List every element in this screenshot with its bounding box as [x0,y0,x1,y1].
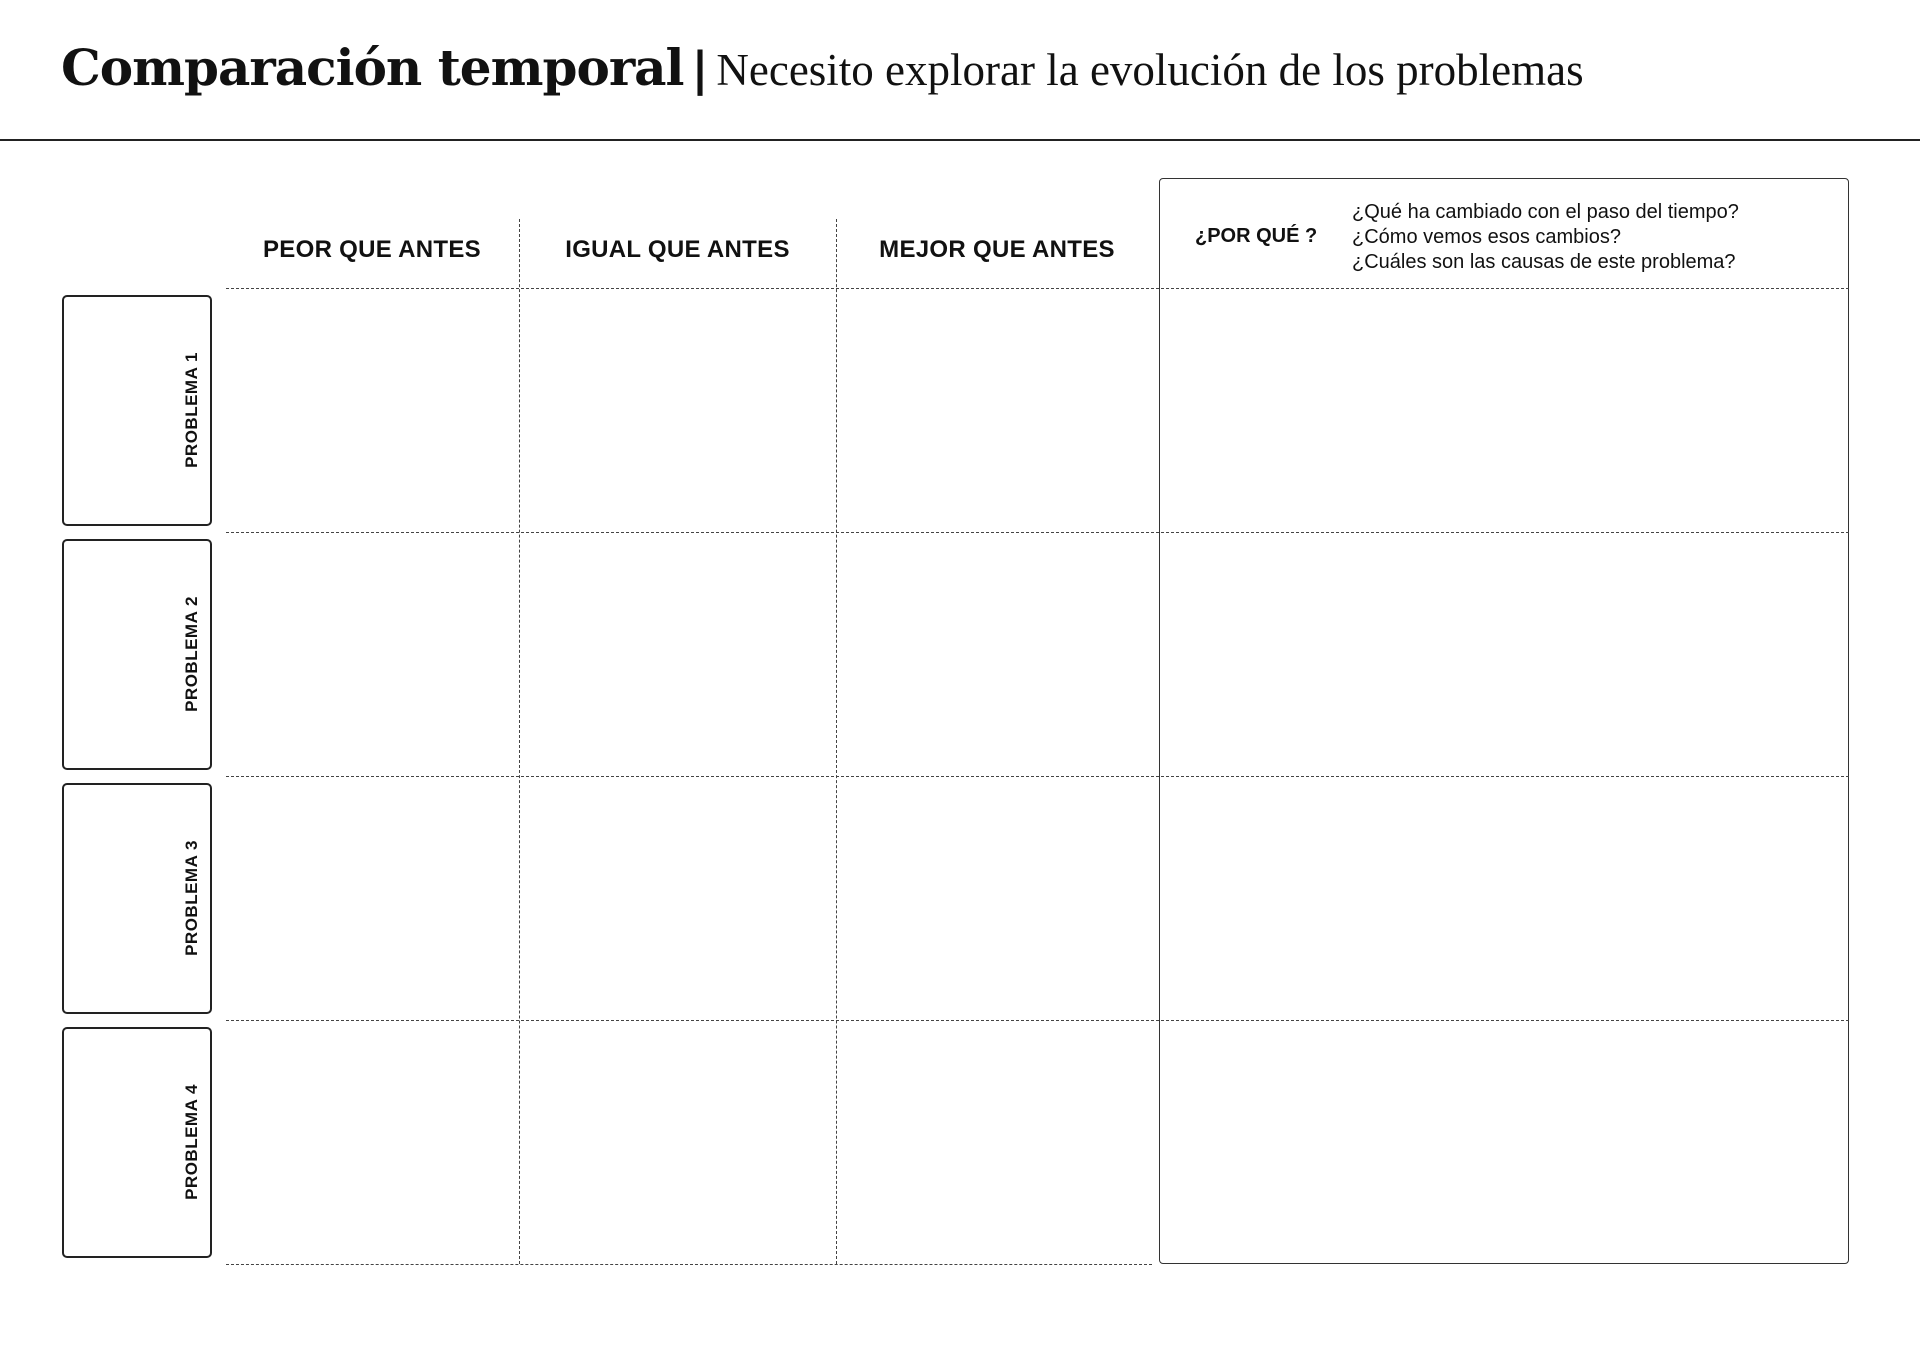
why-question-2: ¿Cómo vemos esos cambios? [1352,226,1621,248]
row-divider [226,1264,1152,1265]
column-header-same: IGUAL QUE ANTES [565,236,790,263]
row-label-problema-3: PROBLEMA 3 [182,840,201,956]
title-separator: | [691,42,709,96]
page-header [61,38,1584,97]
page-subtitle: Necesito explorar la evolución de los problemas [716,45,1584,95]
why-question-1: ¿Qué ha cambiado con el paso del tiempo? [1352,201,1739,223]
row-label-problema-4: PROBLEMA 4 [182,1084,201,1200]
row-divider [226,288,1849,289]
why-panel [1159,178,1849,1264]
row-divider [226,532,1849,533]
why-questions [1352,200,1739,275]
row-label-problema-2: PROBLEMA 2 [182,596,201,712]
row-label-problema-1: PROBLEMA 1 [182,352,201,468]
header-divider [0,139,1920,141]
column-header-better: MEJOR QUE ANTES [879,236,1115,263]
why-question-3: ¿Cuáles son las causas de este problema? [1352,251,1736,273]
column-header-worse: PEOR QUE ANTES [262,236,481,263]
row-divider [226,1020,1849,1021]
column-divider [836,219,837,1264]
column-divider [519,219,520,1264]
page-title: Comparación temporal [61,38,684,97]
row-divider [226,776,1849,777]
why-label: ¿POR QUÉ ? [1195,225,1318,247]
